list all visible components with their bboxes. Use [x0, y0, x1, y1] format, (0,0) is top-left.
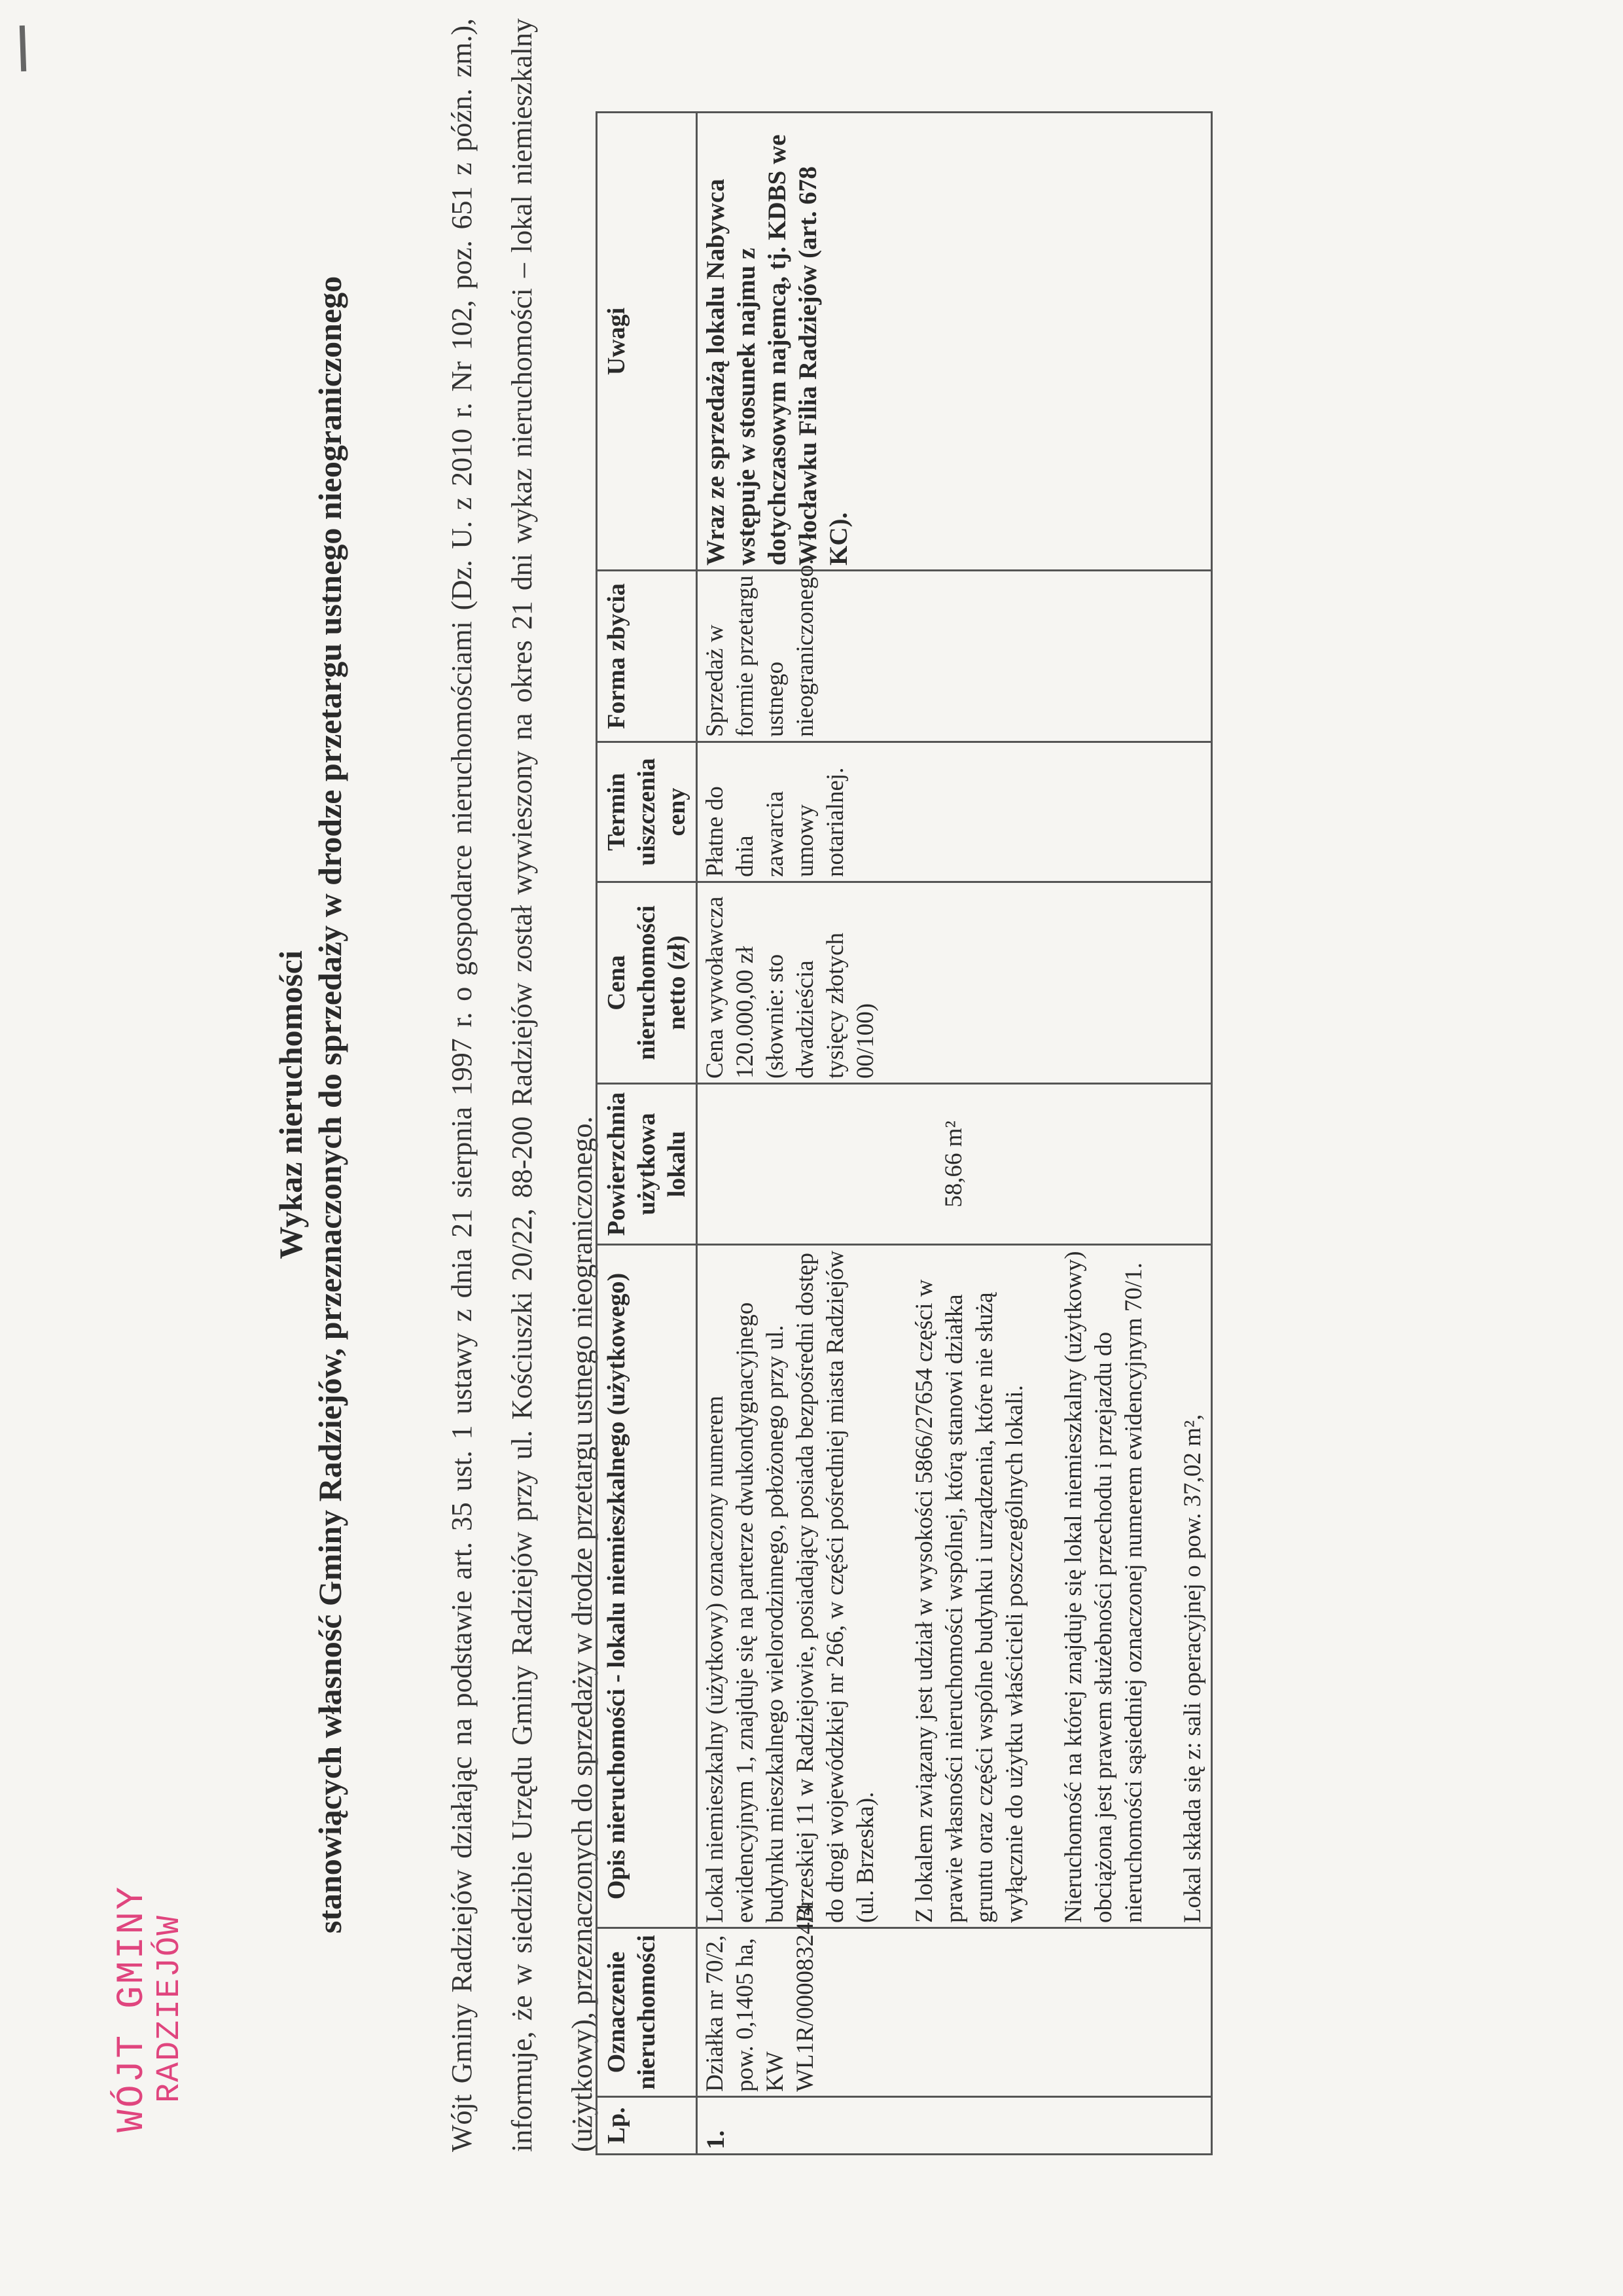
cell-powierzchnia: 58,66 m²: [697, 1084, 1212, 1245]
header-forma: Forma zbycia: [597, 571, 697, 742]
header-oznaczenie: Oznaczenie nieruchomości: [597, 1928, 697, 2097]
table-header-row: [597, 113, 697, 2155]
cell-forma: Sprzedaż w formie przetargu ustnego nieograniczonego.: [697, 571, 1212, 742]
table-row: [697, 113, 1212, 2155]
cell-opis: [697, 1245, 1212, 1928]
header-opis: Opis nieruchomości - lokalu niemieszkalnego (użytkowego): [597, 1245, 697, 1928]
cell-oznaczenie: Działka nr 70/2, pow. 0,1405 ha, KW WL1R/00008324/4: [697, 1928, 1212, 2097]
document-title: Wykaz nieruchomości: [272, 950, 309, 1259]
header-powierzchnia: Powierzchnia użytkowa lokalu: [597, 1084, 697, 1245]
cell-cena: Cena wywoławcza 120.000,00 zł (słownie: sto dwadzieścia tysięcy złotych 00/100): [697, 882, 1212, 1084]
opis-paragraph-4: Lokal składa się z: sali operacyjnej o pow. 37,02 m²,: [1179, 1414, 1206, 1923]
official-stamp: [111, 1885, 188, 2132]
cell-lp: 1.: [697, 2097, 1212, 2155]
document-subtitle: stanowiących własność Gminy Radziejów, przeznaczonych do sprzedaży w drodze przetargu ustnego nieograniczonego: [312, 276, 348, 1934]
header-lp: Lp.: [597, 2097, 697, 2155]
cell-uwagi: Wraz ze sprzedażą lokalu Nabywca wstępuje w stosunek najmu z dotychczasowym najemcą, tj. KDBS we Włocławku Filia Radziejów (art. 678 KC).: [697, 113, 1212, 571]
stamp-line-2: RADZIEJÓW: [151, 1914, 188, 2103]
property-table: [596, 111, 1213, 2155]
cell-termin: Płatne do dnia zawarcia umowy notarialnej.: [697, 742, 1212, 882]
header-termin: Termin uiszczenia ceny: [597, 742, 697, 882]
opis-paragraph-2: Z lokalem związany jest udział w wysokości 5866/27654 części w prawie własności nieruchomości wspólnej, którą stanowi działka gruntu oraz części wspólne budynku i urządzenia, które nie służą wyłącznie do użytku właścicieli poszczególnych lokali.: [911, 1279, 1028, 1923]
opis-paragraph-3: Nieruchomość na której znajduje się lokal niemieszkalny (użytkowy) obciążona jest prawem służebności przechodu i przejazdu do nieruchomości sąsiedniej oznaczonej numerem ewidencyjnym 70/1.: [1060, 1251, 1147, 1923]
header-cena: Cena nieruchomości netto (zł): [597, 882, 697, 1084]
stamp-line-1: WÓJT GMINY: [111, 1884, 154, 2132]
opis-paragraph-1: Lokal niemieszkalny (użytkowy) oznaczony numerem ewidencyjnym 1, znajduje się na parterze dwukondygnacyjnego budynku mieszkalnego wielorodzinnego, położonego przy ul. Brzeskiej 11 w Radziejowie, posiadający posiada bezpośredni dostęp do drogi wojewódzkiej nr 266, w części pośredniej miasta Radziejów (ul. Brzeska).: [702, 1250, 879, 1923]
header-uwagi: Uwagi: [597, 113, 697, 571]
intro-paragraph: Wójt Gminy Radziejów działając na podstawie art. 35 ust. 1 ustawy z dnia 21 sierpnia 1997 r. o gospodarce nieruchomościami (Dz. U. z 2010 r. Nr 102, poz. 651 z późn. zm.), informuje, że w siedzibie Urzędu Gminy Radziejów przy ul. Kościuszki 20/22, 88-200 Radziejów został wywieszony na okres 21 dni wykaz nieruchomości – lokal niemieszkalny (użytkowy), przeznaczonych do sprzedaży w drodze przetargu ustnego nieograniczonego.: [446, 18, 598, 2152]
